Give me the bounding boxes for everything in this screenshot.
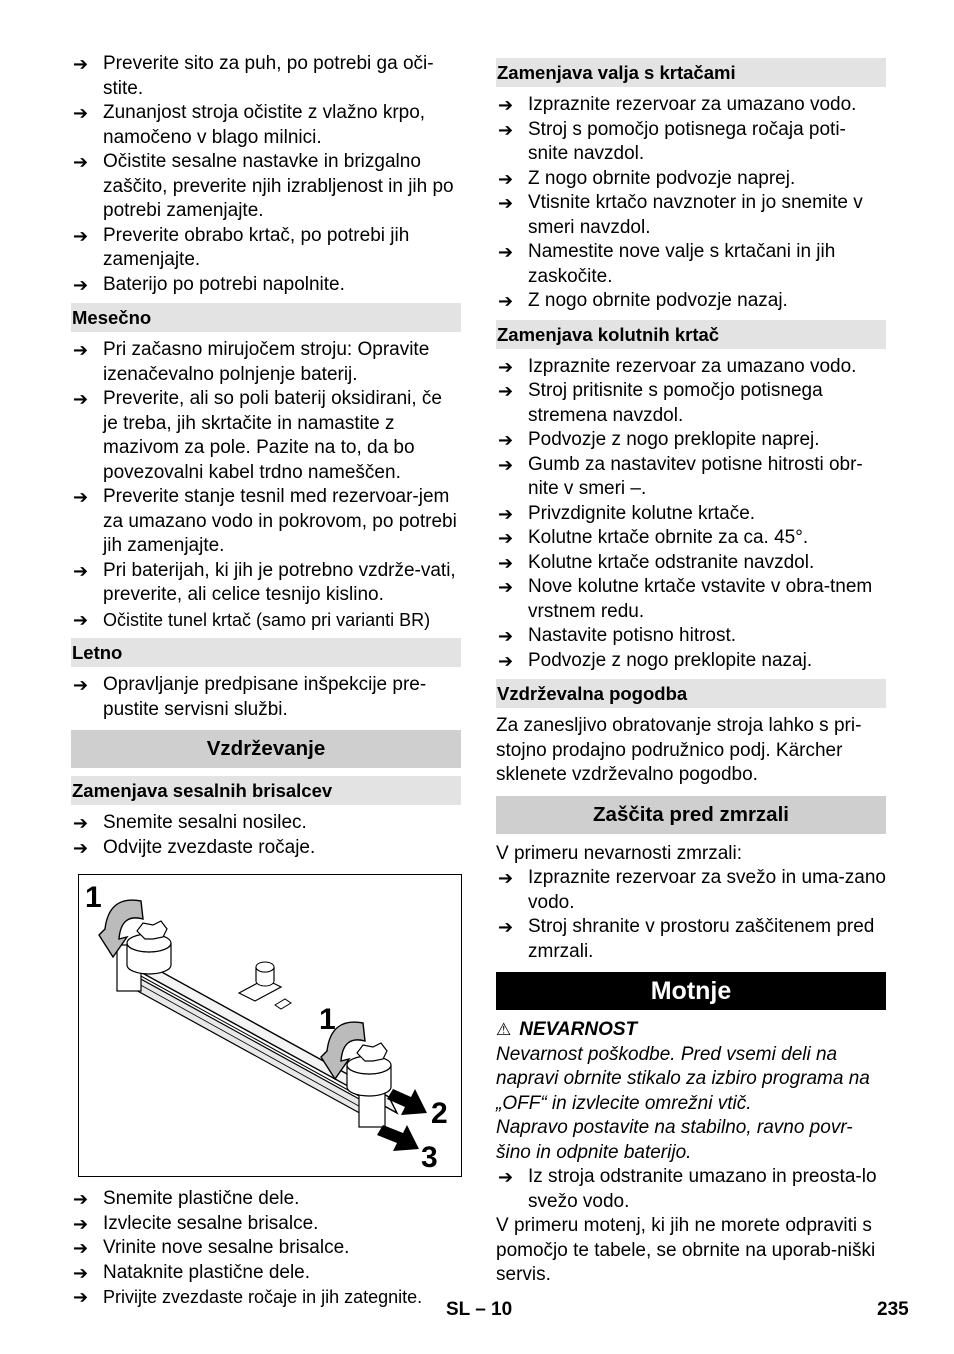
list-item: ➔ Izpraznite rezervoar za umazano vodo.	[496, 355, 886, 380]
arrow-right-icon: ➔	[73, 54, 89, 74]
arrow-right-icon: ➔	[73, 274, 89, 295]
list-item: ➔ Vrinite nove sesalne brisalce.	[71, 1236, 461, 1261]
list-item: ➔ Podvozje z nogo preklopite nazaj.	[496, 649, 886, 674]
list-item: ➔ Snemite plastične dele.	[71, 1187, 461, 1212]
list-item: ➔ Izvlecite sesalne brisalce.	[71, 1212, 461, 1237]
figure-number-1-right: 1	[319, 1003, 336, 1036]
list-item: ➔ Preverite, ali so poli baterij oksidirani, če je treba, jih skrtačite in namastite z mazivom za pole. Pazite na to, da bo povezovalni kabel trdno nameščen.	[73, 388, 442, 483]
faults-list	[496, 1165, 886, 1214]
figure-number-2: 2	[431, 1097, 448, 1130]
arrow-right-icon: ➔	[498, 119, 514, 140]
suction-bar-illustration	[78, 874, 462, 1177]
arrow-right-icon: ➔	[73, 1213, 89, 1234]
hose-connector	[239, 962, 291, 1009]
faults-outro: V primeru motenj, ki jih ne morete odpraviti s pomočjo te tabele, se obrnite na uporab-niški servis.	[496, 1215, 876, 1285]
arrow-right-icon: ➔	[73, 225, 89, 246]
footer-section-label: SL – 10	[446, 1299, 513, 1320]
arrow-right-icon: ➔	[498, 356, 514, 377]
arrow-right-icon: ➔	[73, 152, 89, 172]
warning-text-1: Nevarnost poškodbe. Pred vsemi deli na napravi obrnite stikalo za izbiro programa na „OFF“ in izvlecite omrežni vtič.	[496, 1043, 870, 1114]
list-item: ➔ Vtisnite krtačo navznoter in jo snemite v smeri navzdol.	[498, 192, 863, 238]
list-item: ➔ Iz stroja odstranite umazano in preosta-lo svežo vodo.	[498, 1166, 877, 1212]
list-item: ➔ Izpraznite rezervoar za umazano vodo.	[496, 93, 886, 118]
arrow-right-icon: ➔	[498, 242, 514, 262]
list-item: ➔ Stroj pritisnite s pomočjo potisnega stremena navzdol.	[498, 380, 823, 426]
list-item: ➔ Snemite sesalni nosilec.	[71, 811, 461, 836]
list-item: ➔ Preverite stanje tesnil med rezervoar-jem za umazano vodo in pokrovom, po potrebi jih zamenjajte.	[73, 486, 457, 556]
warning-block	[496, 1018, 886, 1165]
arrow-right-icon: ➔	[498, 1167, 514, 1187]
arrow-right-icon: ➔	[73, 609, 89, 630]
suction-list-after	[71, 1187, 461, 1310]
arrow-right-icon: ➔	[498, 168, 514, 189]
list-item: ➔ Preverite obrabo krtač, po potrebi jih zamenjajte.	[73, 224, 410, 270]
list-item: ➔ Namestite nove valje s krtačani in jih zaskočite.	[498, 241, 836, 287]
list-item: ➔ Odvijte zvezdaste ročaje.	[71, 836, 461, 861]
list-item: ➔ Pri začasno mirujočem stroju: Opravite izenačevalno polnjenje baterij.	[73, 339, 430, 385]
arrow-right-icon: ➔	[73, 1262, 89, 1283]
monthly-list	[71, 338, 461, 632]
section-heading-frost: Zaščita pred zmrzali	[496, 796, 886, 834]
arrow-right-icon: ➔	[73, 837, 89, 858]
list-item: ➔ Zunanjost stroja očistite z vlažno krpo, namočeno v blago milnici.	[73, 102, 426, 148]
list-item: ➔ Privzdignite kolutne krtače.	[496, 502, 886, 527]
list-item: ➔ Z nogo obrnite podvozje nazaj.	[496, 289, 886, 314]
subheading-suction: Zamenjava sesalnih brisalcev	[71, 776, 461, 805]
frost-intro: V primeru nevarnosti zmrzali:	[496, 842, 743, 864]
arrow-right-icon: ➔	[73, 1189, 89, 1209]
subheading-disc: Zamenjava kolutnih krtač	[496, 320, 886, 349]
warning-title: ⚠ NEVARNOST	[496, 1019, 638, 1040]
list-item: ➔ Z nogo obrnite podvozje naprej.	[496, 167, 886, 192]
list-item: ➔ Podvozje z nogo preklopite naprej.	[496, 428, 886, 453]
list-item: ➔ Opravljanje predpisane inšpekcije pre-pustite servisni službi.	[73, 674, 427, 720]
list-item: ➔ Kolutne krtače obrnite za ca. 45°.	[496, 526, 886, 551]
page-number: 235	[877, 1299, 909, 1320]
arrow-right-icon: ➔	[73, 813, 89, 833]
arrow-right-icon: ➔	[498, 626, 514, 646]
star-knob-left	[127, 921, 171, 974]
list-item: ➔ Stroj shranite v prostoru zaščitenem pred zmrzali.	[498, 916, 875, 962]
arrow-right-icon: ➔	[73, 1238, 89, 1258]
warning-text-2: Napravo postavite na stabilno, ravno povr-šino in odpnite baterijo.	[496, 1117, 853, 1163]
arrow-right-icon: ➔	[498, 193, 514, 213]
right-column	[496, 58, 886, 1288]
arrow-right-icon: ➔	[73, 560, 89, 581]
list-item: ➔ Nastavite potisno hitrost.	[496, 624, 886, 649]
list-item: ➔ Baterijo po potrebi napolnite.	[71, 273, 461, 298]
arrow-right-icon: ➔	[498, 868, 514, 888]
yearly-list	[71, 673, 461, 722]
subheading-roller: Zamenjava valja s krtačami	[496, 58, 886, 87]
arrow-right-icon: ➔	[498, 552, 514, 573]
list-item: ➔ Očistite tunel krtač (samo pri varianti BR)	[71, 608, 461, 633]
intro-list	[71, 52, 461, 297]
arrow-right-icon: ➔	[498, 430, 514, 450]
arrow-right-icon: ➔	[498, 95, 514, 115]
list-item: ➔ Gumb za nastavitev potisne hitrosti obr-nite v smeri –.	[498, 453, 863, 499]
frost-list	[496, 866, 886, 964]
pull-arrow-3-icon	[377, 1125, 419, 1151]
disc-list	[496, 355, 886, 674]
section-heading-maintenance: Vzdrževanje	[71, 730, 461, 768]
roller-list	[496, 93, 886, 314]
list-item: ➔ Nataknite plastične dele.	[71, 1261, 461, 1286]
star-knob-right	[347, 1043, 391, 1096]
arrow-right-icon: ➔	[498, 503, 514, 524]
figure-number-1-left: 1	[85, 881, 102, 914]
suction-list-before	[71, 811, 461, 860]
warning-triangle-icon: ⚠	[496, 1020, 512, 1039]
subheading-yearly: Letno	[71, 638, 461, 667]
arrow-right-icon: ➔	[73, 487, 89, 507]
arrow-right-icon: ➔	[498, 381, 514, 401]
arrow-right-icon: ➔	[498, 528, 514, 548]
chapter-heading-faults: Motnje	[496, 972, 886, 1010]
left-column	[71, 52, 461, 1310]
subheading-monthly: Mesečno	[71, 303, 461, 332]
arrow-right-icon: ➔	[498, 291, 514, 311]
arrow-right-icon: ➔	[73, 1287, 89, 1307]
list-item: ➔ Preverite sito za puh, po potrebi ga oči-stite.	[73, 53, 434, 99]
list-item: ➔ Nove kolutne krtače vstavite v obra-tnem vrstnem redu.	[498, 576, 873, 622]
arrow-right-icon: ➔	[498, 577, 514, 597]
subheading-contract: Vzdrževalna pogodba	[496, 679, 886, 708]
arrow-right-icon: ➔	[73, 675, 89, 695]
figure-number-3: 3	[421, 1141, 438, 1174]
arrow-right-icon: ➔	[73, 340, 89, 360]
list-item: ➔ Stroj s pomočjo potisnega ročaja poti-snite navzdol.	[498, 118, 846, 164]
list-item: ➔ Očistite sesalne nastavke in brizgalno zaščito, preverite njih izrabljenost in jih po potrebi zamenjajte.	[73, 151, 454, 221]
list-item: ➔ Izpraznite rezervoar za svežo in uma-zano vodo.	[498, 867, 886, 913]
contract-text: Za zanesljivo obratovanje stroja lahko s pri-stojno prodajno podružnico podj. Kärcher sklenete vzdrževalno pogodbo.	[496, 715, 862, 785]
arrow-right-icon: ➔	[73, 103, 89, 123]
arrow-right-icon: ➔	[73, 389, 89, 409]
list-item: ➔ Pri baterijah, ki jih je potrebno vzdrže-vati, preverite, ali celice tesnijo kislino.	[73, 559, 456, 605]
list-item: ➔ Kolutne krtače odstranite navzdol.	[496, 551, 886, 576]
suction-bar-drawing	[79, 875, 461, 1176]
arrow-right-icon: ➔	[498, 454, 514, 475]
arrow-right-icon: ➔	[498, 917, 514, 937]
arrow-right-icon: ➔	[498, 650, 514, 671]
list-item: ➔ Privijte zvezdaste ročaje in jih zategnite.	[71, 1285, 461, 1310]
